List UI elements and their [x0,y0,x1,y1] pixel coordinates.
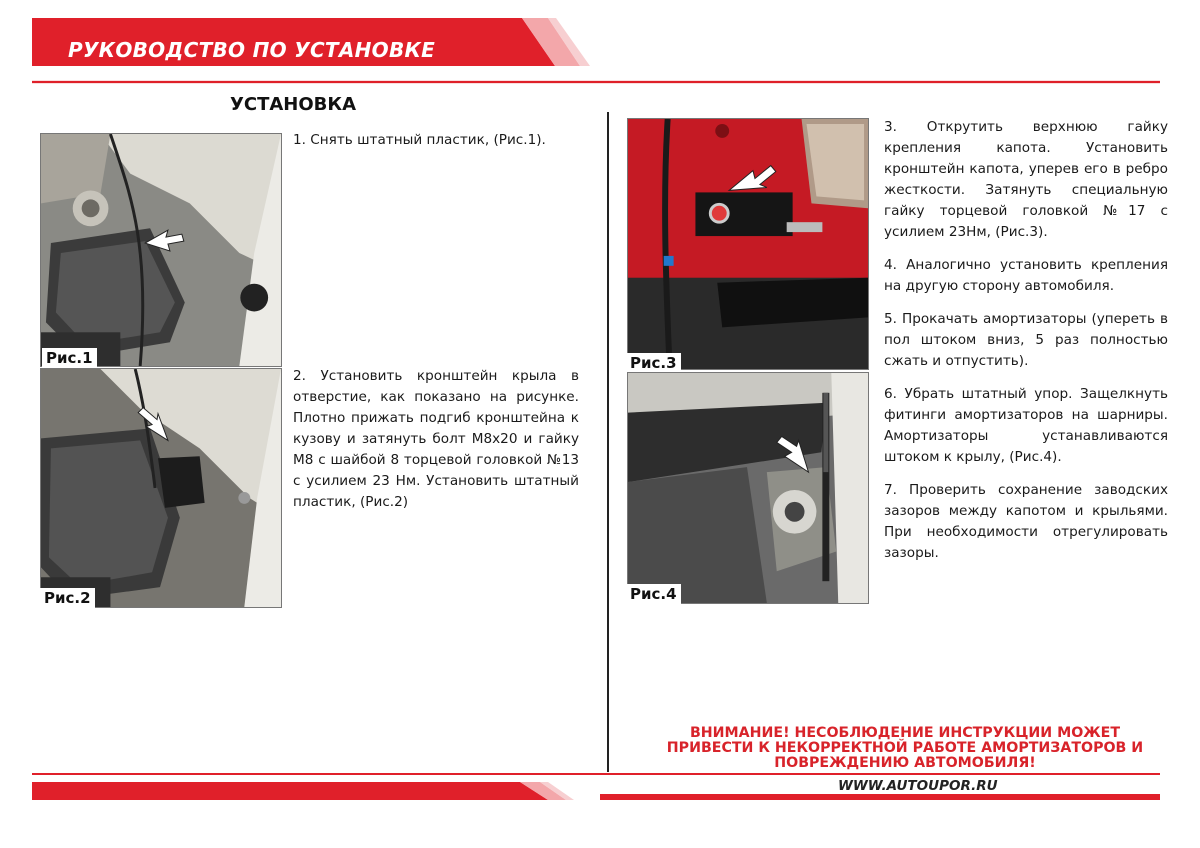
step-6-paragraph: 6. Убрать штатный упор. Защелкнуть фитинги амортизаторов на шарниры. Амортизаторы устанавливаются штоком к крылу, (Рис.4). [884,386,1168,465]
step-4-paragraph: 4. Аналогично установить крепления на другую сторону автомобиля. [884,257,1168,294]
figure-1-caption: Рис.1 [42,348,97,368]
step-2-paragraph: 2. Установить кронштейн крыла в отверстие, как показано на рисунке. Плотно прижать подгиб кронштейна к кузову и затянуть болт М8х20 и гайку М8 с шайбой 8 торцевой головкой №13 с усилием 23 Нм. Установить штатный пластик, (Рис.2) [293,368,579,510]
step-7-paragraph: 7. Проверить сохранение заводских зазоров между капотом и крыльями. При необходимости отрегулировать зазоры. [884,482,1168,561]
section-title: УСТАНОВКА [230,94,357,115]
figure-2-caption: Рис.2 [40,588,95,608]
figure-2-photo [40,368,282,608]
steps-right-column [884,117,1168,564]
step-1-text [293,130,579,151]
warning-text: ВНИМАНИЕ! НЕСОБЛЮДЕНИЕ ИНСТРУКЦИИ МОЖЕТ ПРИВЕСТИ К НЕКОРРЕКТНОЙ РАБОТЕ АМОРТИЗАТОРОВ И ПОВРЕЖДЕНИЮ АВТОМОБИЛЯ! [666,725,1144,771]
document-title: РУКОВОДСТВО ПО УСТАНОВКЕ [68,38,436,62]
footer-banner [0,770,1200,848]
column-divider [607,112,609,772]
figure-4-caption: Рис.4 [626,584,681,604]
figure-4-photo [627,372,869,604]
step-5-paragraph: 5. Прокачать амортизаторы (упереть в пол штоком вниз, 5 раз полностью сжать и отпустить). [884,311,1168,369]
figure-3-caption: Рис.3 [626,353,681,373]
step-2-text [293,366,579,513]
footer-website-link[interactable]: WWW.AUTOUPOR.RU [838,778,998,794]
figure-1-photo [40,133,282,367]
step-3-paragraph: 3. Открутить верхнюю гайку крепления капота. Установить кронштейн капота, уперев его в ребро жесткости. Затянуть специальную гайку торцевой головкой №17 с усилием 23Нм, (Рис.3). [884,119,1168,240]
figure-3-photo [627,118,869,370]
step-1-paragraph: 1. Снять штатный пластик, (Рис.1). [293,132,546,148]
